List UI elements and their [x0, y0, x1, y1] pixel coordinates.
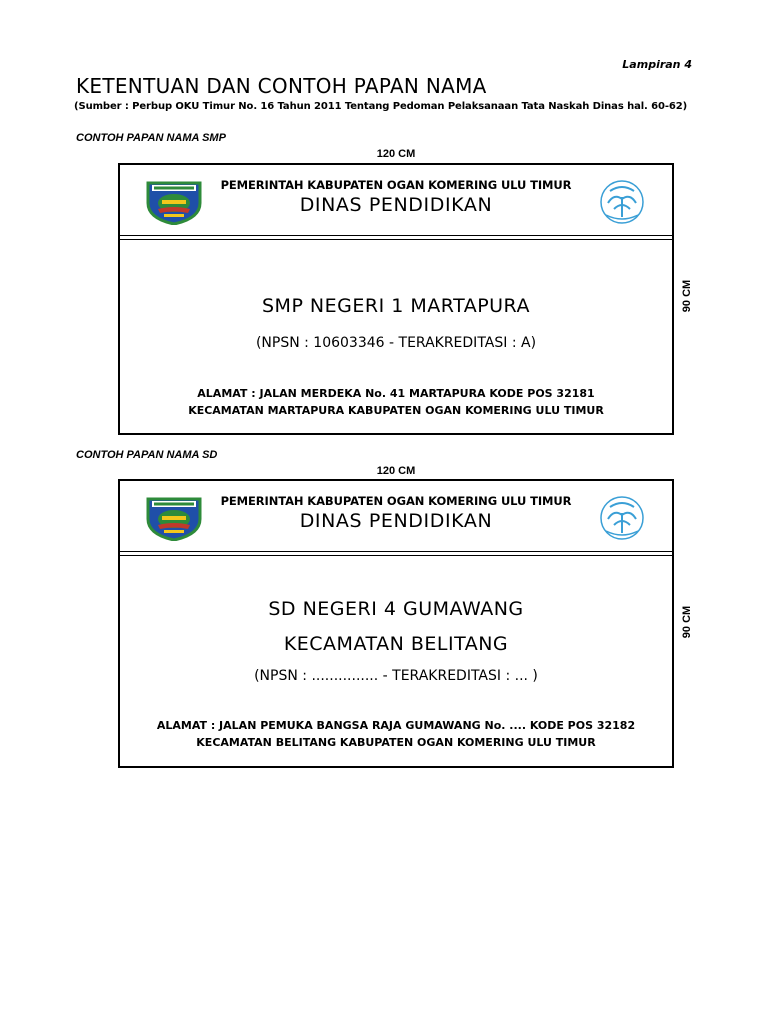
page-title: KETENTUAN DAN CONTOH PAPAN NAMA: [76, 74, 487, 98]
smp-width-dimension: 120 CM: [376, 148, 416, 160]
smp-section-label: CONTOH PAPAN NAMA SMP: [76, 132, 226, 144]
sd-government-heading: PEMERINTAH KABUPATEN OGAN KOMERING ULU TIMUR: [220, 494, 572, 508]
smp-npsn-accreditation: (NPSN : 10603346 - TERAKREDITASI : A): [255, 335, 537, 351]
sd-kecamatan: KECAMATAN BELITANG: [283, 633, 509, 655]
smp-board-header: [120, 165, 672, 236]
sd-section-label: CONTOH PAPAN NAMA SD: [76, 449, 218, 461]
smp-school-name: SMP NEGERI 1 MARTAPURA: [261, 295, 530, 317]
smp-government-heading: PEMERINTAH KABUPATEN OGAN KOMERING ULU TIMUR: [220, 178, 572, 192]
source-reference: (Sumber : Perbup OKU Timur No. 16 Tahun 2011 Tentang Pedoman Pelaksanaan Tata Naskah Dinas hal. 60-62): [74, 101, 688, 112]
sd-board-header: [120, 481, 672, 552]
sd-address-line2: KECAMATAN BELITANG KABUPATEN OGAN KOMERING ULU TIMUR: [196, 736, 596, 749]
smp-address-line1: ALAMAT : JALAN MERDEKA No. 41 MARTAPURA KODE POS 32181: [197, 387, 595, 400]
attachment-label: Lampiran 4: [622, 58, 692, 71]
sd-width-dimension: 120 CM: [376, 465, 416, 477]
sd-npsn-accreditation: (NPSN : ............... - TERAKREDITASI : ... ): [254, 668, 538, 684]
sd-school-name: SD NEGERI 4 GUMAWANG: [268, 598, 524, 620]
smp-height-dimension: 90 CM: [681, 279, 693, 313]
tut-wuri-handayani-icon: [588, 495, 656, 541]
sd-height-dimension: 90 CM: [681, 605, 693, 639]
sd-name-board: [118, 479, 674, 768]
smp-name-board: [118, 163, 674, 435]
tut-wuri-handayani-icon: [588, 179, 656, 225]
smp-address-line2: KECAMATAN MARTAPURA KABUPATEN OGAN KOMERING ULU TIMUR: [188, 404, 604, 417]
smp-department-heading: DINAS PENDIDIKAN: [299, 194, 493, 216]
sd-address-line1: ALAMAT : JALAN PEMUKA BANGSA RAJA GUMAWANG No. .... KODE POS 32182: [156, 719, 636, 732]
sd-department-heading: DINAS PENDIDIKAN: [299, 510, 493, 532]
